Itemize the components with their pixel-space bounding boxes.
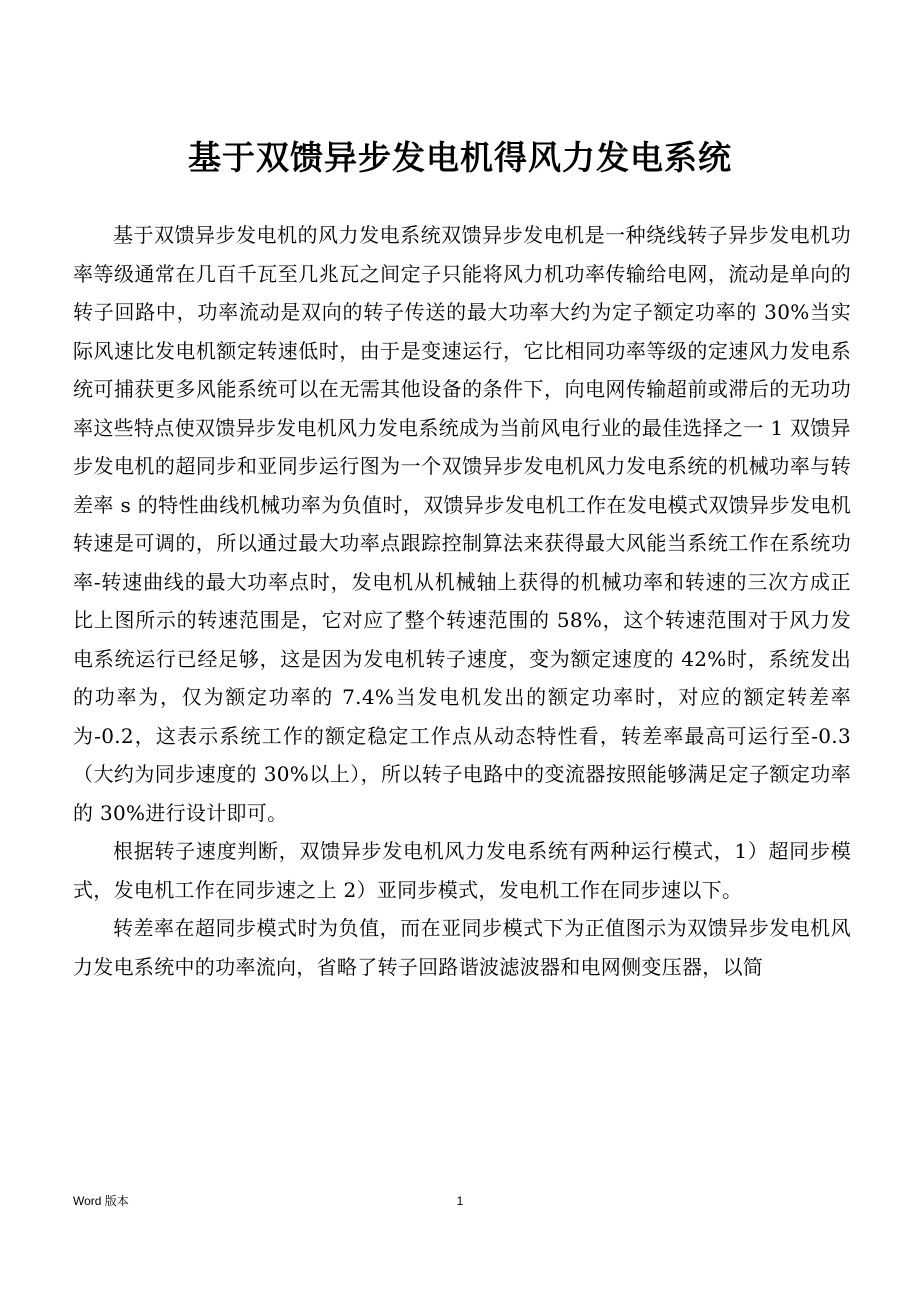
footer-label: Word 版本 [73, 1194, 129, 1208]
paragraph-2: 根据转子速度判断，双馈异步发电机风力发电系统有两种运行模式，1）超同步模式，发电机工作在同步速之上 2）亚同步模式，发电机工作在同步速以下。 [73, 839, 851, 902]
paragraph-3: 转差率在超同步模式时为负值，而在亚同步模式下为正值图示为双馈异步发电机风力发电系统中的功率流向，省略了转子回路谐波滤波器和电网侧变压器，以简 [73, 916, 851, 979]
paragraph-1: 基于双馈异步发电机的风力发电系统双馈异步发电机是一种绕线转子异步发电机功率等级通常在几百千瓦至几兆瓦之间定子只能将风力机功率传输给电网，流动是单向的转子回路中，功率流动是双向的转子传送的最大功率大约为定子额定功率的 30%当实际风速比发电机额定转速低时，由于是变速运行，它比相同功率等级的定速风力发电系统可捕获更多风能系统可以在无需其他设备的条件下，向电网传输超前或滞后的无功功率这些特点使双馈异步发电机风力发电系统成为当前风电行业的最佳选择之一 1 双馈异步发电机的超同步和亚同步运行图为一个双馈异步发电机风力发电系统的机械功率与转差率 s 的特性曲线机械功率为负值时，双馈异步发电机工作在发电模式双馈异步发电机转速是可调的，所以通过最大功率点跟踪控制算法来获得最大风能当系统工作在系统功率-转速曲线的最大功率点时，发电机从机械轴上获得的机械功率和转速的三次方成正比上图所示的转速范围是，它对应了整个转速范围的 58%，这个转速范围对于风力发电系统运行已经足够，这是因为发电机转子速度，变为额定速度的 42%时，系统发出的功率为，仅为额定功率的 7.4%当发电机发出的额定功率时，对应的额定转差率为-0.2，这表示系统工作的额定稳定工作点从动态特性看，转差率最高可运行至-0.3（大约为同步速度的 30%以上），所以转子电路中的变流器按照能够满足定子额定功率的 30%进行设计即可。 [73, 223, 851, 825]
document-body [73, 216, 851, 986]
page-number: 1 [456, 1194, 464, 1208]
page-title: 基于双馈异步发电机得风力发电系统 [188, 138, 732, 177]
